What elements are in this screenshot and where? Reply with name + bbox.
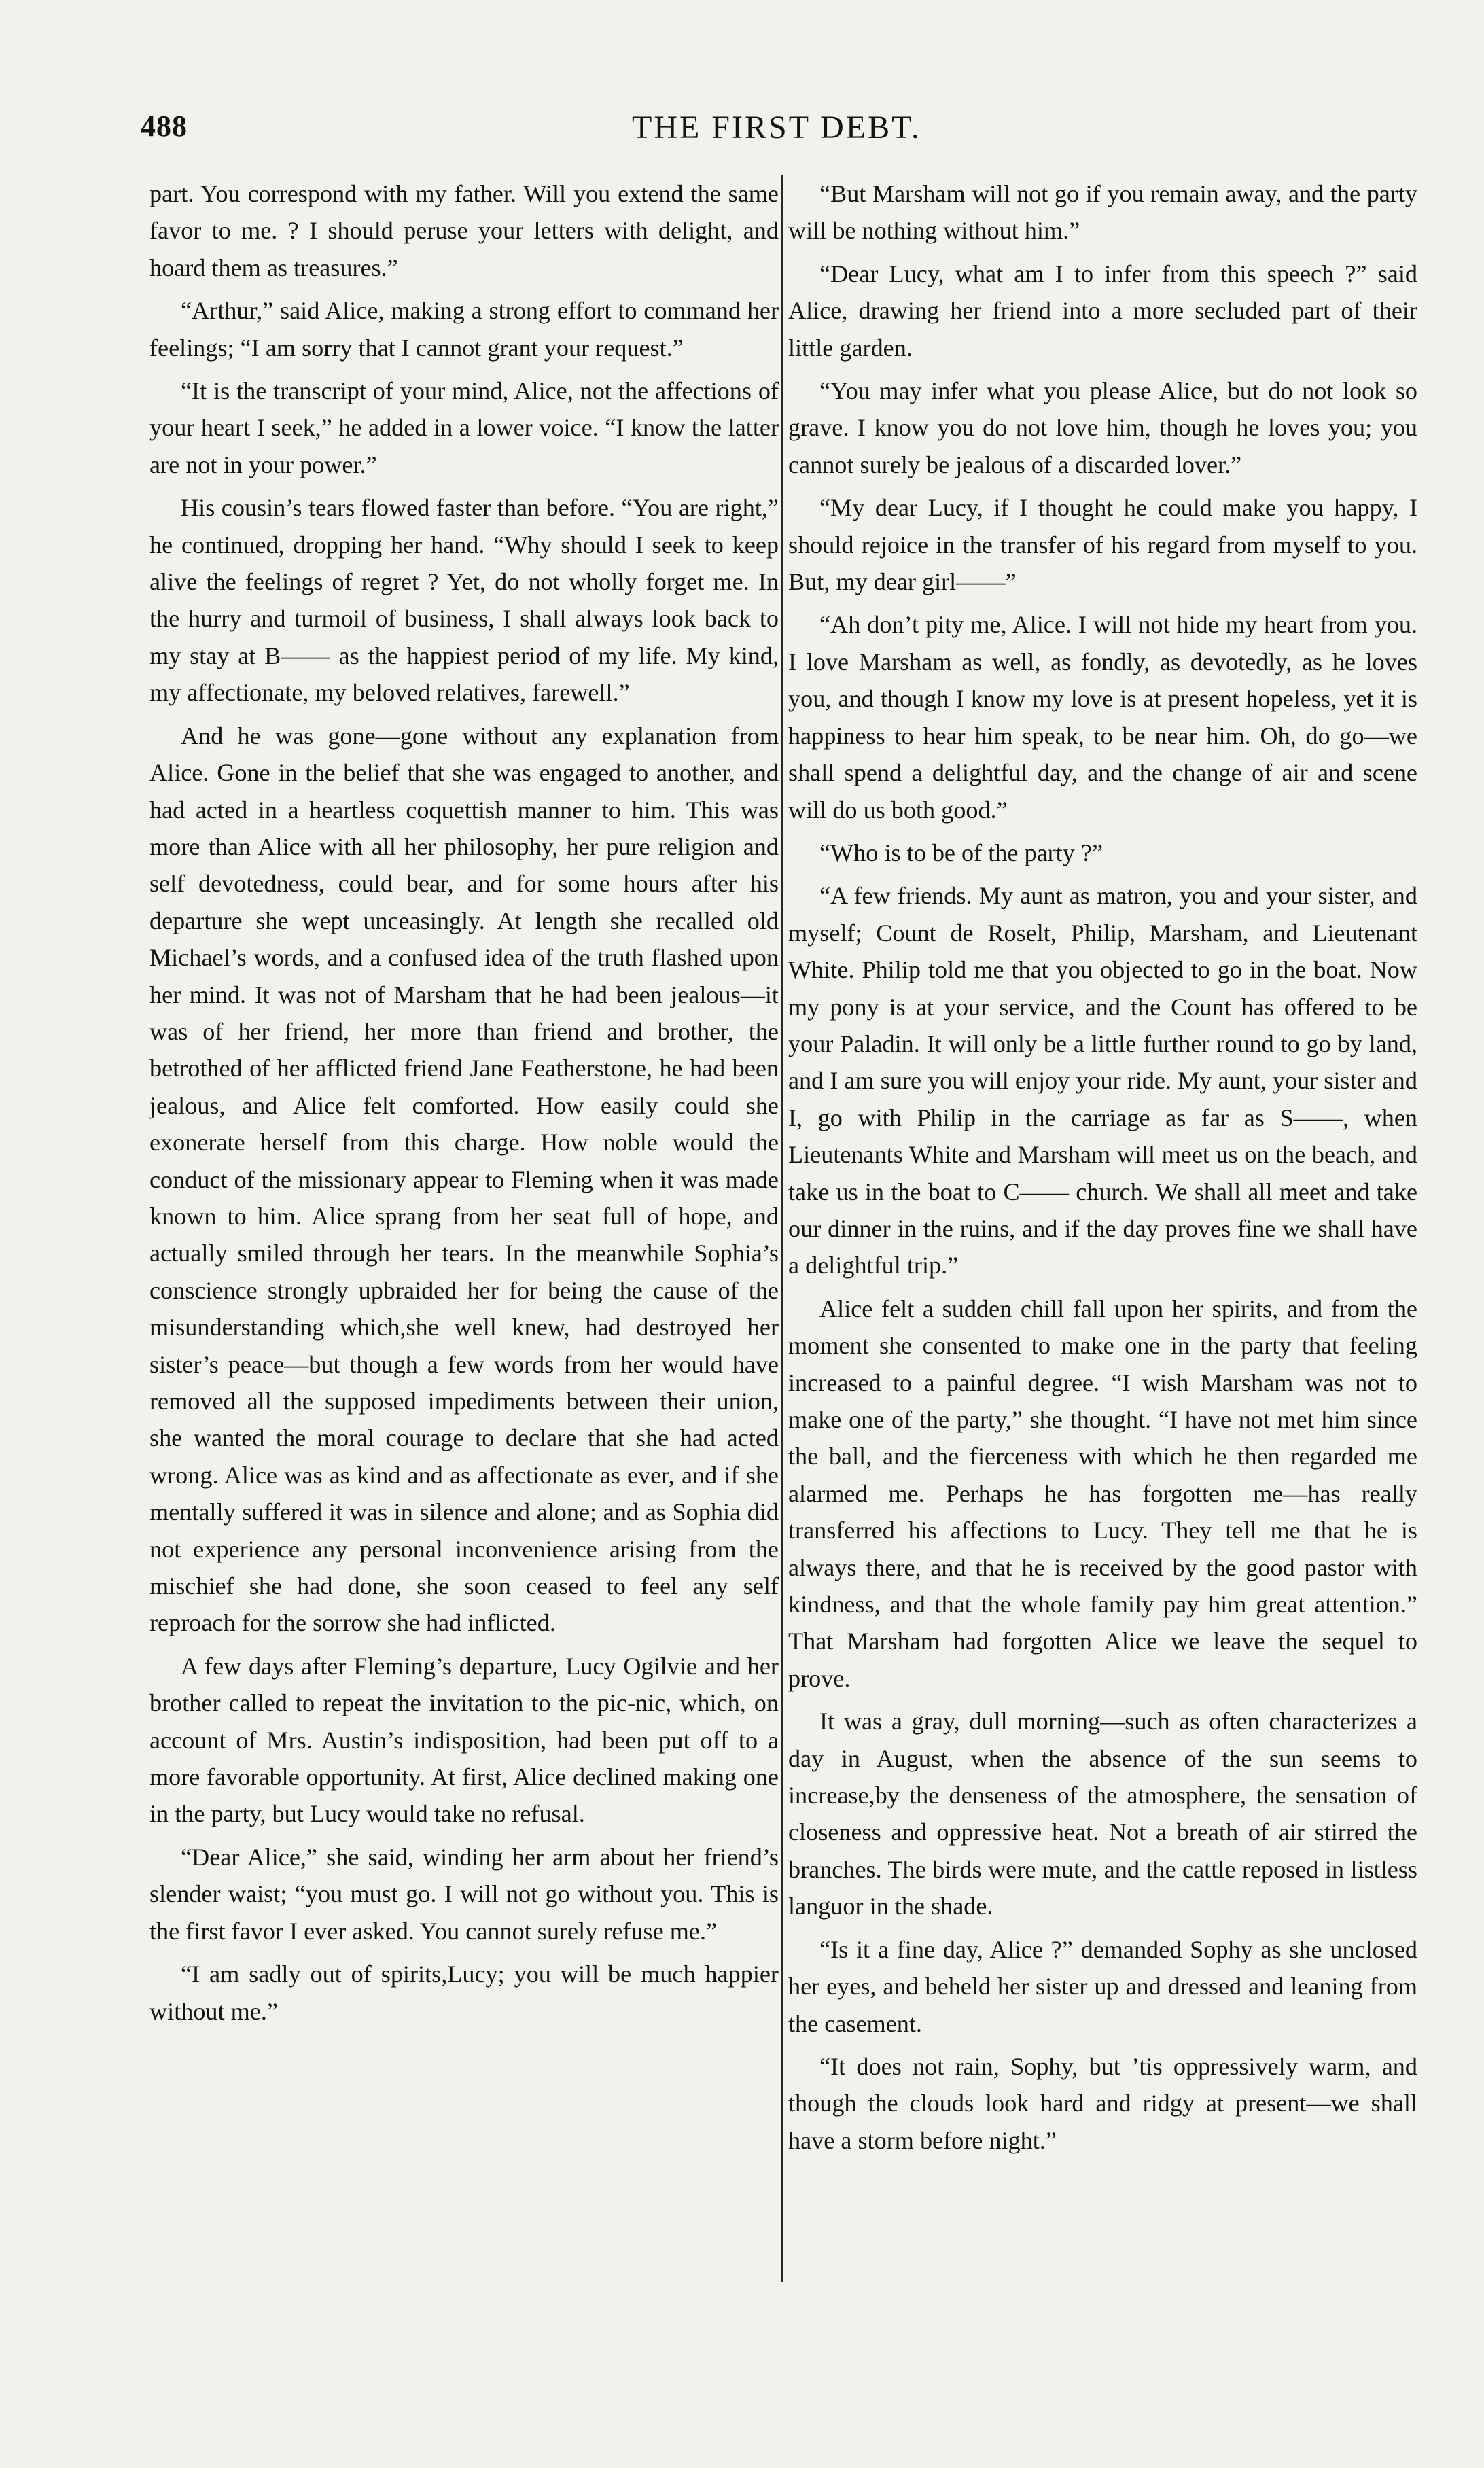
paragraph: “It is the transcript of your mind, Alice, not the affections of your heart I seek,” he added in a lower voice. “I know the latter are not in your power.” bbox=[149, 377, 779, 478]
paragraph: His cousin’s tears flowed faster than before. “You are right,” he continued, dropping her hand. “Why should I seek to keep alive the feelings of regret ? Yet, do not wholly forget me. In the hurry and turmoil of business, I shall always look back to my stay at B—— as the happiest period of my life. My kind, my affectionate, my beloved relatives, farewell.” bbox=[149, 494, 779, 707]
paragraph: And he was gone—gone without any explanation from Alice. Gone in the belief that she was engaged to another, and had acted in a heartless coquettish manner to him. This was more than Alice with all her philosophy, her pure religion and self devotedness, could bear, and for some hours after his departure she wept unceasingly. At length she recalled old Michael’s words, and a confused idea of the truth flashed upon her mind. It was not of Marsham that he had been jealous—it was of her friend, her more than friend and brother, the betrothed of her afflicted friend Jane Featherstone, he had been jealous, and Alice felt comforted. How easily could she exonerate herself from this charge. How noble would the conduct of the missionary appear to Fleming when it was made known to him. Alice sprang from her seat full of hope, and actually smiled through her tears. In the meanwhile Sophia’s conscience strongly upbraided her for being the cause of the misunderstanding which,she well knew, had destroyed her sister’s peace—but though a few words from her would have removed all the supposed impediments between their union, she wanted the moral courage to declare that she had acted wrong. Alice was as kind and as affectionate as ever, and if she mentally suffered it was in silence and alone; and as Sophia did not experience any personal inconvenience arising from the mischief she had done, she soon ceased to feel any self reproach for the sorrow she had inflicted. bbox=[149, 722, 779, 1637]
running-title: THE FIRST DEBT. bbox=[632, 109, 921, 145]
paragraph: “It does not rain, Sophy, but ’tis oppressively warm, and though the clouds look hard and ridgy at present—we shall have a storm before night.” bbox=[788, 2052, 1417, 2154]
page-number: 488 bbox=[141, 109, 188, 143]
column-divider bbox=[781, 175, 783, 2282]
left-column bbox=[149, 175, 779, 2036]
paragraph: “But Marsham will not go if you remain away, and the party will be nothing without him.” bbox=[788, 180, 1417, 245]
paragraph: “I am sadly out of spirits,Lucy; you will be much happier without me.” bbox=[149, 1960, 779, 2025]
right-column bbox=[788, 175, 1417, 2165]
paragraph: Alice felt a sudden chill fall upon her spirits, and from the moment she consented to make one in the party that feeling increased to a painful degree. “I wish Marsham was not to make one of the party,” she thought. “I have not met him since the ball, and the fierceness with which he then regarded me alarmed me. Perhaps he has forgotten me—has really transferred his affections to Lucy. They tell me that he is always there, and that he is received by the good pastor with kindness, and that the whole family pay him great attention.” That Marsham had forgotten Alice we leave the sequel to prove. bbox=[788, 1294, 1417, 1692]
paragraph: “A few friends. My aunt as matron, you and your sister, and myself; Count de Roselt, Philip, Marsham, and Lieutenant White. Philip told me that you objected to go in the boat. Now my pony is at your service, and the Count has offered to be your Paladin. It will only be a little further round to go by land, and I am sure you will enjoy your ride. My aunt, your sister and I, go with Philip in the carriage as far as S——, when Lieutenants White and Marsham will meet us on the beach, and take us in the boat to C—— church. We shall all meet and take our dinner in the ruins, and if the day proves fine we shall have a delightful trip.” bbox=[788, 882, 1417, 1280]
paragraph: “My dear Lucy, if I thought he could make you happy, I should rejoice in the transfer of his regard from myself to you. But, my dear girl——” bbox=[788, 494, 1417, 596]
paragraph: “Dear Alice,” she said, winding her arm about her friend’s slender waist; “you must go. I will not go without you. This is the first favor I ever asked. You cannot surely refuse me.” bbox=[149, 1843, 779, 1945]
page-header bbox=[0, 109, 1484, 156]
paragraph: “Who is to be of the party ?” bbox=[819, 839, 1103, 866]
paragraph: “Is it a fine day, Alice ?” demanded Sophy as she unclosed her eyes, and beheld her sister up and dressed and leaning from the casement. bbox=[788, 1935, 1417, 2037]
paragraph: It was a gray, dull morning—such as often characterizes a day in August, when the absence of the sun seems to increase,by the denseness of the atmosphere, the sensation of closeness and oppressive heat. Not a breath of air stirred the branches. The birds were mute, and the cattle reposed in listless languor in the shade. bbox=[788, 1708, 1417, 1920]
paragraph: part. You correspond with my father. Will you extend the same favor to me. ? I should peruse your letters with delight, and hoard them as treasures.” bbox=[149, 180, 779, 281]
paragraph: “Arthur,” said Alice, making a strong effort to command her feelings; “I am sorry that I cannot grant your request.” bbox=[149, 297, 779, 362]
paragraph: “You may infer what you please Alice, but do not look so grave. I know you do not love him, though he loves you; you cannot surely be jealous of a discarded lover.” bbox=[788, 377, 1417, 478]
paragraph: A few days after Fleming’s departure, Lucy Ogilvie and her brother called to repeat the invitation to the pic-nic, which, on account of Mrs. Austin’s indisposition, had been put off to a more favorable opportunity. At first, Alice declined making one in the party, but Lucy would take no refusal. bbox=[149, 1652, 779, 1828]
paragraph: “Ah don’t pity me, Alice. I will not hide my heart from you. I love Marsham as well, as fondly, as devotedly, as he loves you, and though I know my love is at present hopeless, yet it is happiness to hear him speak, to be near him. Oh, do go—we shall spend a delightful day, and the change of air and scene will do us both good.” bbox=[788, 611, 1417, 824]
paragraph: “Dear Lucy, what am I to infer from this speech ?” said Alice, drawing her friend into a more secluded part of their little garden. bbox=[788, 260, 1417, 362]
